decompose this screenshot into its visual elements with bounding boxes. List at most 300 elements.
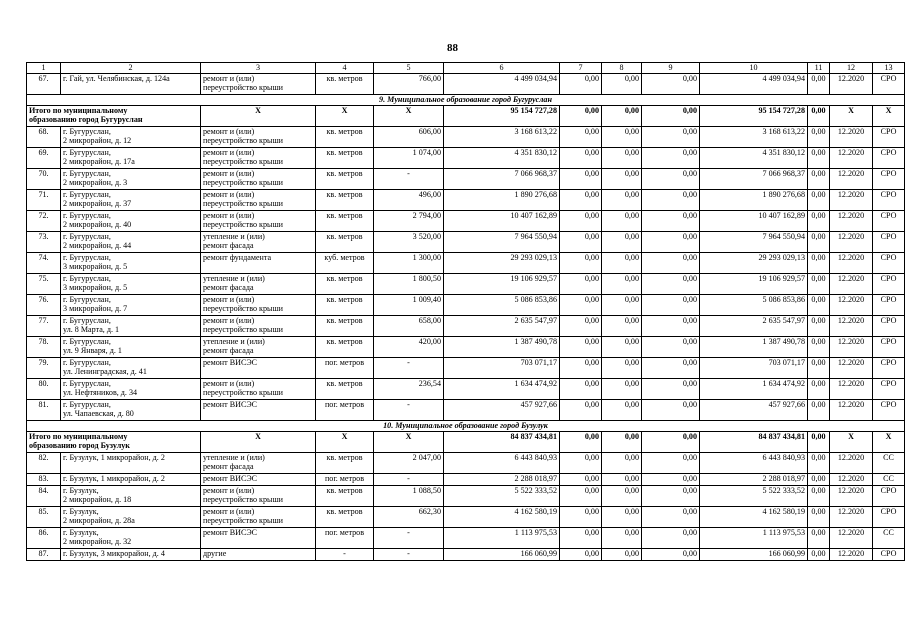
fund-cell: 0,00 xyxy=(560,528,602,549)
unit-cell: пог. метров xyxy=(316,528,374,549)
method-cell: СРО xyxy=(873,358,905,379)
owners-funds-cell: 7 964 550,94 xyxy=(700,232,808,253)
cost-total-cell: 703 071,17 xyxy=(444,358,560,379)
fund-cell: 0,00 xyxy=(560,253,602,274)
other-cell: 0,00 xyxy=(808,295,830,316)
row-number: 74. xyxy=(27,253,61,274)
other-cell: 0,00 xyxy=(808,148,830,169)
column-header: 7 xyxy=(560,63,602,74)
deadline-cell: 12.2020 xyxy=(830,337,873,358)
table-row xyxy=(27,474,905,486)
owners-funds-cell: 457 927,66 xyxy=(700,400,808,421)
fund-cell: 0,00 xyxy=(560,486,602,507)
method-cell: СРО xyxy=(873,507,905,528)
method-cell: СРО xyxy=(873,400,905,421)
budget-cell: 0,00 xyxy=(602,528,642,549)
deadline-cell: 12.2020 xyxy=(830,148,873,169)
budget-cell: 0,00 xyxy=(602,190,642,211)
address-cell: г. Бугуруслан, 2 микрорайон, д. 12 xyxy=(61,127,201,148)
address-cell: г. Бузулук, 3 микрорайон, д. 4 xyxy=(61,549,201,561)
owners-funds-cell: 3 168 613,22 xyxy=(700,127,808,148)
work-type-cell: ремонт и (или) переустройство крыши xyxy=(201,379,316,400)
table-row xyxy=(27,549,905,561)
work-type-cell: ремонт ВИСЭС xyxy=(201,474,316,486)
row-number: 83. xyxy=(27,474,61,486)
work-type-cell: ремонт ВИСЭС xyxy=(201,358,316,379)
table-row xyxy=(27,295,905,316)
row-number: 71. xyxy=(27,190,61,211)
volume-cell: 606,00 xyxy=(374,127,444,148)
other-cell: 0,00 xyxy=(808,74,830,95)
row-number: 72. xyxy=(27,211,61,232)
local-budget-cell: 0,00 xyxy=(642,74,700,95)
budget-cell: 0,00 xyxy=(602,127,642,148)
work-type-cell: ремонт и (или) переустройство крыши xyxy=(201,316,316,337)
deadline-cell: 12.2020 xyxy=(830,295,873,316)
local-budget-cell: 0,00 xyxy=(642,337,700,358)
other-cell: 0,00 xyxy=(808,474,830,486)
table-row xyxy=(27,358,905,379)
cost-total-cell: 19 106 929,57 xyxy=(444,274,560,295)
cost-total-cell: 166 060,99 xyxy=(444,549,560,561)
address-cell: г. Бузулук, 2 микрорайон, д. 32 xyxy=(61,528,201,549)
fund-cell: 0,00 xyxy=(560,190,602,211)
volume-cell: 2 794,00 xyxy=(374,211,444,232)
budget-cell: 0,00 xyxy=(602,74,642,95)
unit-cell: - xyxy=(316,549,374,561)
row-number: 81. xyxy=(27,400,61,421)
local-budget-cell: 0,00 xyxy=(642,507,700,528)
row-number: 68. xyxy=(27,127,61,148)
unit-cell: кв. метров xyxy=(316,211,374,232)
deadline-cell: 12.2020 xyxy=(830,549,873,561)
cost-total-cell: 2 288 018,97 xyxy=(444,474,560,486)
other-cell: 0,00 xyxy=(808,127,830,148)
section-title: 9. Муниципальное образование город Бугуруслан xyxy=(27,95,905,106)
column-header: 10 xyxy=(700,63,808,74)
other-cell: 0,00 xyxy=(808,549,830,561)
deadline-cell: 12.2020 xyxy=(830,528,873,549)
table-row xyxy=(27,486,905,507)
volume-cell: 766,00 xyxy=(374,74,444,95)
page-number: 88 xyxy=(447,42,458,54)
other-cell: 0,00 xyxy=(808,507,830,528)
method-cell: СРО xyxy=(873,232,905,253)
method-cell: СРО xyxy=(873,190,905,211)
owners-funds-cell: 5 522 333,52 xyxy=(700,486,808,507)
owners-funds-cell: 1 634 474,92 xyxy=(700,379,808,400)
section-header-row xyxy=(27,95,905,106)
cost-total-cell: 5 522 333,52 xyxy=(444,486,560,507)
local-budget-cell: 0,00 xyxy=(642,148,700,169)
budget-cell: 0,00 xyxy=(602,253,642,274)
work-type-cell: ремонт и (или) переустройство крыши xyxy=(201,74,316,95)
other-cell: 0,00 xyxy=(808,486,830,507)
volume-cell: 1 088,50 xyxy=(374,486,444,507)
total-cell: X xyxy=(201,106,316,127)
column-header: 5 xyxy=(374,63,444,74)
address-cell: г. Гай, ул. Челябинская, д. 124а xyxy=(61,74,201,95)
column-header: 9 xyxy=(642,63,700,74)
unit-cell: кв. метров xyxy=(316,379,374,400)
total-cell: 0,00 xyxy=(560,106,602,127)
local-budget-cell: 0,00 xyxy=(642,253,700,274)
owners-funds-cell: 19 106 929,57 xyxy=(700,274,808,295)
row-number: 80. xyxy=(27,379,61,400)
fund-cell: 0,00 xyxy=(560,379,602,400)
local-budget-cell: 0,00 xyxy=(642,274,700,295)
table-row xyxy=(27,337,905,358)
budget-cell: 0,00 xyxy=(602,337,642,358)
local-budget-cell: 0,00 xyxy=(642,169,700,190)
owners-funds-cell: 7 066 968,37 xyxy=(700,169,808,190)
unit-cell: кв. метров xyxy=(316,295,374,316)
cost-total-cell: 10 407 162,89 xyxy=(444,211,560,232)
total-cell: 84 837 434,81 xyxy=(444,432,560,453)
other-cell: 0,00 xyxy=(808,253,830,274)
work-type-cell: ремонт фундамента xyxy=(201,253,316,274)
local-budget-cell: 0,00 xyxy=(642,211,700,232)
cost-total-cell: 5 086 853,86 xyxy=(444,295,560,316)
column-header: 8 xyxy=(602,63,642,74)
unit-cell: кв. метров xyxy=(316,274,374,295)
other-cell: 0,00 xyxy=(808,316,830,337)
table-row xyxy=(27,232,905,253)
total-cell: X xyxy=(873,106,905,127)
row-number: 78. xyxy=(27,337,61,358)
deadline-cell: 12.2020 xyxy=(830,358,873,379)
volume-cell: 1 074,00 xyxy=(374,148,444,169)
budget-cell: 0,00 xyxy=(602,358,642,379)
table-row xyxy=(27,253,905,274)
method-cell: СС xyxy=(873,528,905,549)
column-header: 11 xyxy=(808,63,830,74)
total-label: Итого по муниципальному образованию город Бугуруслан xyxy=(27,106,201,127)
total-cell: 0,00 xyxy=(642,432,700,453)
budget-cell: 0,00 xyxy=(602,474,642,486)
address-cell: г. Бугуруслан, ул. 9 Января, д. 1 xyxy=(61,337,201,358)
table-row xyxy=(27,190,905,211)
table-row xyxy=(27,453,905,474)
budget-cell: 0,00 xyxy=(602,400,642,421)
owners-funds-cell: 166 060,99 xyxy=(700,549,808,561)
other-cell: 0,00 xyxy=(808,358,830,379)
volume-cell: 236,54 xyxy=(374,379,444,400)
cost-total-cell: 4 162 580,19 xyxy=(444,507,560,528)
table-row xyxy=(27,507,905,528)
local-budget-cell: 0,00 xyxy=(642,127,700,148)
cost-total-cell: 7 066 968,37 xyxy=(444,169,560,190)
budget-cell: 0,00 xyxy=(602,453,642,474)
column-header: 12 xyxy=(830,63,873,74)
table-row xyxy=(27,274,905,295)
deadline-cell: 12.2020 xyxy=(830,169,873,190)
table-row xyxy=(27,169,905,190)
local-budget-cell: 0,00 xyxy=(642,316,700,337)
work-type-cell: ремонт ВИСЭС xyxy=(201,400,316,421)
method-cell: СРО xyxy=(873,127,905,148)
work-type-cell: ремонт ВИСЭС xyxy=(201,528,316,549)
owners-funds-cell: 4 351 830,12 xyxy=(700,148,808,169)
deadline-cell: 12.2020 xyxy=(830,274,873,295)
cost-total-cell: 2 635 547,97 xyxy=(444,316,560,337)
total-cell: X xyxy=(830,106,873,127)
owners-funds-cell: 6 443 840,93 xyxy=(700,453,808,474)
local-budget-cell: 0,00 xyxy=(642,232,700,253)
volume-cell: - xyxy=(374,358,444,379)
owners-funds-cell: 2 288 018,97 xyxy=(700,474,808,486)
column-header-row xyxy=(27,63,905,74)
local-budget-cell: 0,00 xyxy=(642,295,700,316)
owners-funds-cell: 1 890 276,68 xyxy=(700,190,808,211)
row-number: 84. xyxy=(27,486,61,507)
fund-cell: 0,00 xyxy=(560,316,602,337)
deadline-cell: 12.2020 xyxy=(830,127,873,148)
work-type-cell: ремонт и (или) переустройство крыши xyxy=(201,190,316,211)
fund-cell: 0,00 xyxy=(560,74,602,95)
total-cell: X xyxy=(316,106,374,127)
deadline-cell: 12.2020 xyxy=(830,474,873,486)
table-row xyxy=(27,528,905,549)
table-row xyxy=(27,400,905,421)
budget-cell: 0,00 xyxy=(602,232,642,253)
total-row xyxy=(27,432,905,453)
unit-cell: куб. метров xyxy=(316,253,374,274)
address-cell: г. Бугуруслан, ул. Ленинградская, д. 41 xyxy=(61,358,201,379)
total-cell: 84 837 434,81 xyxy=(700,432,808,453)
local-budget-cell: 0,00 xyxy=(642,486,700,507)
budget-cell: 0,00 xyxy=(602,379,642,400)
cost-total-cell: 457 927,66 xyxy=(444,400,560,421)
fund-cell: 0,00 xyxy=(560,549,602,561)
unit-cell: кв. метров xyxy=(316,169,374,190)
cost-total-cell: 1 890 276,68 xyxy=(444,190,560,211)
address-cell: г. Бугуруслан, ул. Нефтяников, д. 34 xyxy=(61,379,201,400)
other-cell: 0,00 xyxy=(808,453,830,474)
volume-cell: 420,00 xyxy=(374,337,444,358)
volume-cell: 2 047,00 xyxy=(374,453,444,474)
cost-total-cell: 3 168 613,22 xyxy=(444,127,560,148)
volume-cell: - xyxy=(374,400,444,421)
other-cell: 0,00 xyxy=(808,337,830,358)
table-row xyxy=(27,127,905,148)
deadline-cell: 12.2020 xyxy=(830,190,873,211)
method-cell: СРО xyxy=(873,295,905,316)
cost-total-cell: 4 351 830,12 xyxy=(444,148,560,169)
unit-cell: кв. метров xyxy=(316,148,374,169)
other-cell: 0,00 xyxy=(808,190,830,211)
fund-cell: 0,00 xyxy=(560,337,602,358)
unit-cell: кв. метров xyxy=(316,232,374,253)
budget-cell: 0,00 xyxy=(602,211,642,232)
work-type-cell: ремонт и (или) переустройство крыши xyxy=(201,169,316,190)
address-cell: г. Бузулук, 2 микрорайон, д. 18 xyxy=(61,486,201,507)
total-cell: X xyxy=(374,106,444,127)
local-budget-cell: 0,00 xyxy=(642,549,700,561)
table-row xyxy=(27,74,905,95)
budget-cell: 0,00 xyxy=(602,486,642,507)
total-cell: X xyxy=(316,432,374,453)
column-header: 4 xyxy=(316,63,374,74)
address-cell: г. Бузулук, 1 микрорайон, д. 2 xyxy=(61,474,201,486)
volume-cell: - xyxy=(374,169,444,190)
budget-cell: 0,00 xyxy=(602,507,642,528)
row-number: 67. xyxy=(27,74,61,95)
volume-cell: - xyxy=(374,528,444,549)
local-budget-cell: 0,00 xyxy=(642,528,700,549)
local-budget-cell: 0,00 xyxy=(642,358,700,379)
total-row xyxy=(27,106,905,127)
deadline-cell: 12.2020 xyxy=(830,253,873,274)
owners-funds-cell: 10 407 162,89 xyxy=(700,211,808,232)
work-type-cell: утепление и (или) ремонт фасада xyxy=(201,337,316,358)
total-cell: 95 154 727,28 xyxy=(444,106,560,127)
work-type-cell: утепление и (или) ремонт фасада xyxy=(201,274,316,295)
address-cell: г. Бугуруслан, 2 микрорайон, д. 17а xyxy=(61,148,201,169)
column-header: 13 xyxy=(873,63,905,74)
table-row xyxy=(27,316,905,337)
owners-funds-cell: 29 293 029,13 xyxy=(700,253,808,274)
cost-total-cell: 1 113 975,53 xyxy=(444,528,560,549)
budget-cell: 0,00 xyxy=(602,274,642,295)
unit-cell: пог. метров xyxy=(316,358,374,379)
unit-cell: кв. метров xyxy=(316,316,374,337)
total-cell: X xyxy=(201,432,316,453)
deadline-cell: 12.2020 xyxy=(830,211,873,232)
address-cell: г. Бузулук, 1 микрорайон, д. 2 xyxy=(61,453,201,474)
unit-cell: пог. метров xyxy=(316,400,374,421)
owners-funds-cell: 4 499 034,94 xyxy=(700,74,808,95)
fund-cell: 0,00 xyxy=(560,507,602,528)
column-header: 2 xyxy=(61,63,201,74)
owners-funds-cell: 5 086 853,86 xyxy=(700,295,808,316)
fund-cell: 0,00 xyxy=(560,169,602,190)
other-cell: 0,00 xyxy=(808,379,830,400)
row-number: 69. xyxy=(27,148,61,169)
method-cell: СРО xyxy=(873,148,905,169)
owners-funds-cell: 2 635 547,97 xyxy=(700,316,808,337)
owners-funds-cell: 4 162 580,19 xyxy=(700,507,808,528)
section-header-row xyxy=(27,421,905,432)
unit-cell: кв. метров xyxy=(316,190,374,211)
owners-funds-cell: 1 113 975,53 xyxy=(700,528,808,549)
address-cell: г. Бузулук, 2 микрорайон, д. 28а xyxy=(61,507,201,528)
table-row xyxy=(27,211,905,232)
method-cell: СС xyxy=(873,453,905,474)
budget-cell: 0,00 xyxy=(602,316,642,337)
fund-cell: 0,00 xyxy=(560,232,602,253)
address-cell: г. Бугуруслан, ул. Чапаевская, д. 80 xyxy=(61,400,201,421)
total-cell: 0,00 xyxy=(602,432,642,453)
unit-cell: пог. метров xyxy=(316,474,374,486)
table-row xyxy=(27,379,905,400)
owners-funds-cell: 1 387 490,78 xyxy=(700,337,808,358)
work-type-cell: другие xyxy=(201,549,316,561)
row-number: 85. xyxy=(27,507,61,528)
address-cell: г. Бугуруслан, 3 микрорайон, д. 5 xyxy=(61,253,201,274)
address-cell: г. Бугуруслан, 3 микрорайон, д. 5 xyxy=(61,274,201,295)
total-cell: 0,00 xyxy=(560,432,602,453)
column-header: 3 xyxy=(201,63,316,74)
unit-cell: кв. метров xyxy=(316,507,374,528)
budget-cell: 0,00 xyxy=(602,295,642,316)
column-header: 1 xyxy=(27,63,61,74)
table-row xyxy=(27,148,905,169)
deadline-cell: 12.2020 xyxy=(830,400,873,421)
method-cell: СРО xyxy=(873,169,905,190)
volume-cell: - xyxy=(374,474,444,486)
row-number: 79. xyxy=(27,358,61,379)
section-title: 10. Муниципальное образование город Бузулук xyxy=(27,421,905,432)
address-cell: г. Бугуруслан, 3 микрорайон, д. 7 xyxy=(61,295,201,316)
deadline-cell: 12.2020 xyxy=(830,74,873,95)
total-cell: X xyxy=(374,432,444,453)
address-cell: г. Бугуруслан, 2 микрорайон, д. 44 xyxy=(61,232,201,253)
work-type-cell: ремонт и (или) переустройство крыши xyxy=(201,486,316,507)
other-cell: 0,00 xyxy=(808,169,830,190)
method-cell: СРО xyxy=(873,74,905,95)
deadline-cell: 12.2020 xyxy=(830,507,873,528)
unit-cell: кв. метров xyxy=(316,127,374,148)
unit-cell: кв. метров xyxy=(316,486,374,507)
fund-cell: 0,00 xyxy=(560,274,602,295)
work-type-cell: ремонт и (или) переустройство крыши xyxy=(201,295,316,316)
work-type-cell: ремонт и (или) переустройство крыши xyxy=(201,507,316,528)
budget-cell: 0,00 xyxy=(602,169,642,190)
row-number: 73. xyxy=(27,232,61,253)
row-number: 76. xyxy=(27,295,61,316)
volume-cell: - xyxy=(374,549,444,561)
method-cell: СРО xyxy=(873,486,905,507)
deadline-cell: 12.2020 xyxy=(830,453,873,474)
row-number: 70. xyxy=(27,169,61,190)
budget-cell: 0,00 xyxy=(602,549,642,561)
work-type-cell: утепление и (или) ремонт фасада xyxy=(201,232,316,253)
local-budget-cell: 0,00 xyxy=(642,474,700,486)
work-type-cell: ремонт и (или) переустройство крыши xyxy=(201,211,316,232)
total-cell: 0,00 xyxy=(642,106,700,127)
budget-cell: 0,00 xyxy=(602,148,642,169)
other-cell: 0,00 xyxy=(808,274,830,295)
row-number: 75. xyxy=(27,274,61,295)
local-budget-cell: 0,00 xyxy=(642,453,700,474)
volume-cell: 1 800,50 xyxy=(374,274,444,295)
fund-cell: 0,00 xyxy=(560,127,602,148)
cost-total-cell: 29 293 029,13 xyxy=(444,253,560,274)
fund-cell: 0,00 xyxy=(560,474,602,486)
method-cell: СРО xyxy=(873,337,905,358)
fund-cell: 0,00 xyxy=(560,453,602,474)
unit-cell: кв. метров xyxy=(316,74,374,95)
address-cell: г. Бугуруслан, 2 микрорайон, д. 40 xyxy=(61,211,201,232)
fund-cell: 0,00 xyxy=(560,358,602,379)
method-cell: СРО xyxy=(873,253,905,274)
fund-cell: 0,00 xyxy=(560,148,602,169)
total-label: Итого по муниципальному образованию город Бузулук xyxy=(27,432,201,453)
address-cell: г. Бугуруслан, 2 микрорайон, д. 37 xyxy=(61,190,201,211)
other-cell: 0,00 xyxy=(808,400,830,421)
method-cell: СРО xyxy=(873,211,905,232)
local-budget-cell: 0,00 xyxy=(642,379,700,400)
work-type-cell: ремонт и (или) переустройство крыши xyxy=(201,127,316,148)
local-budget-cell: 0,00 xyxy=(642,400,700,421)
cost-total-cell: 1 387 490,78 xyxy=(444,337,560,358)
owners-funds-cell: 703 071,17 xyxy=(700,358,808,379)
total-cell: X xyxy=(873,432,905,453)
deadline-cell: 12.2020 xyxy=(830,316,873,337)
work-type-cell: ремонт и (или) переустройство крыши xyxy=(201,148,316,169)
fund-cell: 0,00 xyxy=(560,211,602,232)
